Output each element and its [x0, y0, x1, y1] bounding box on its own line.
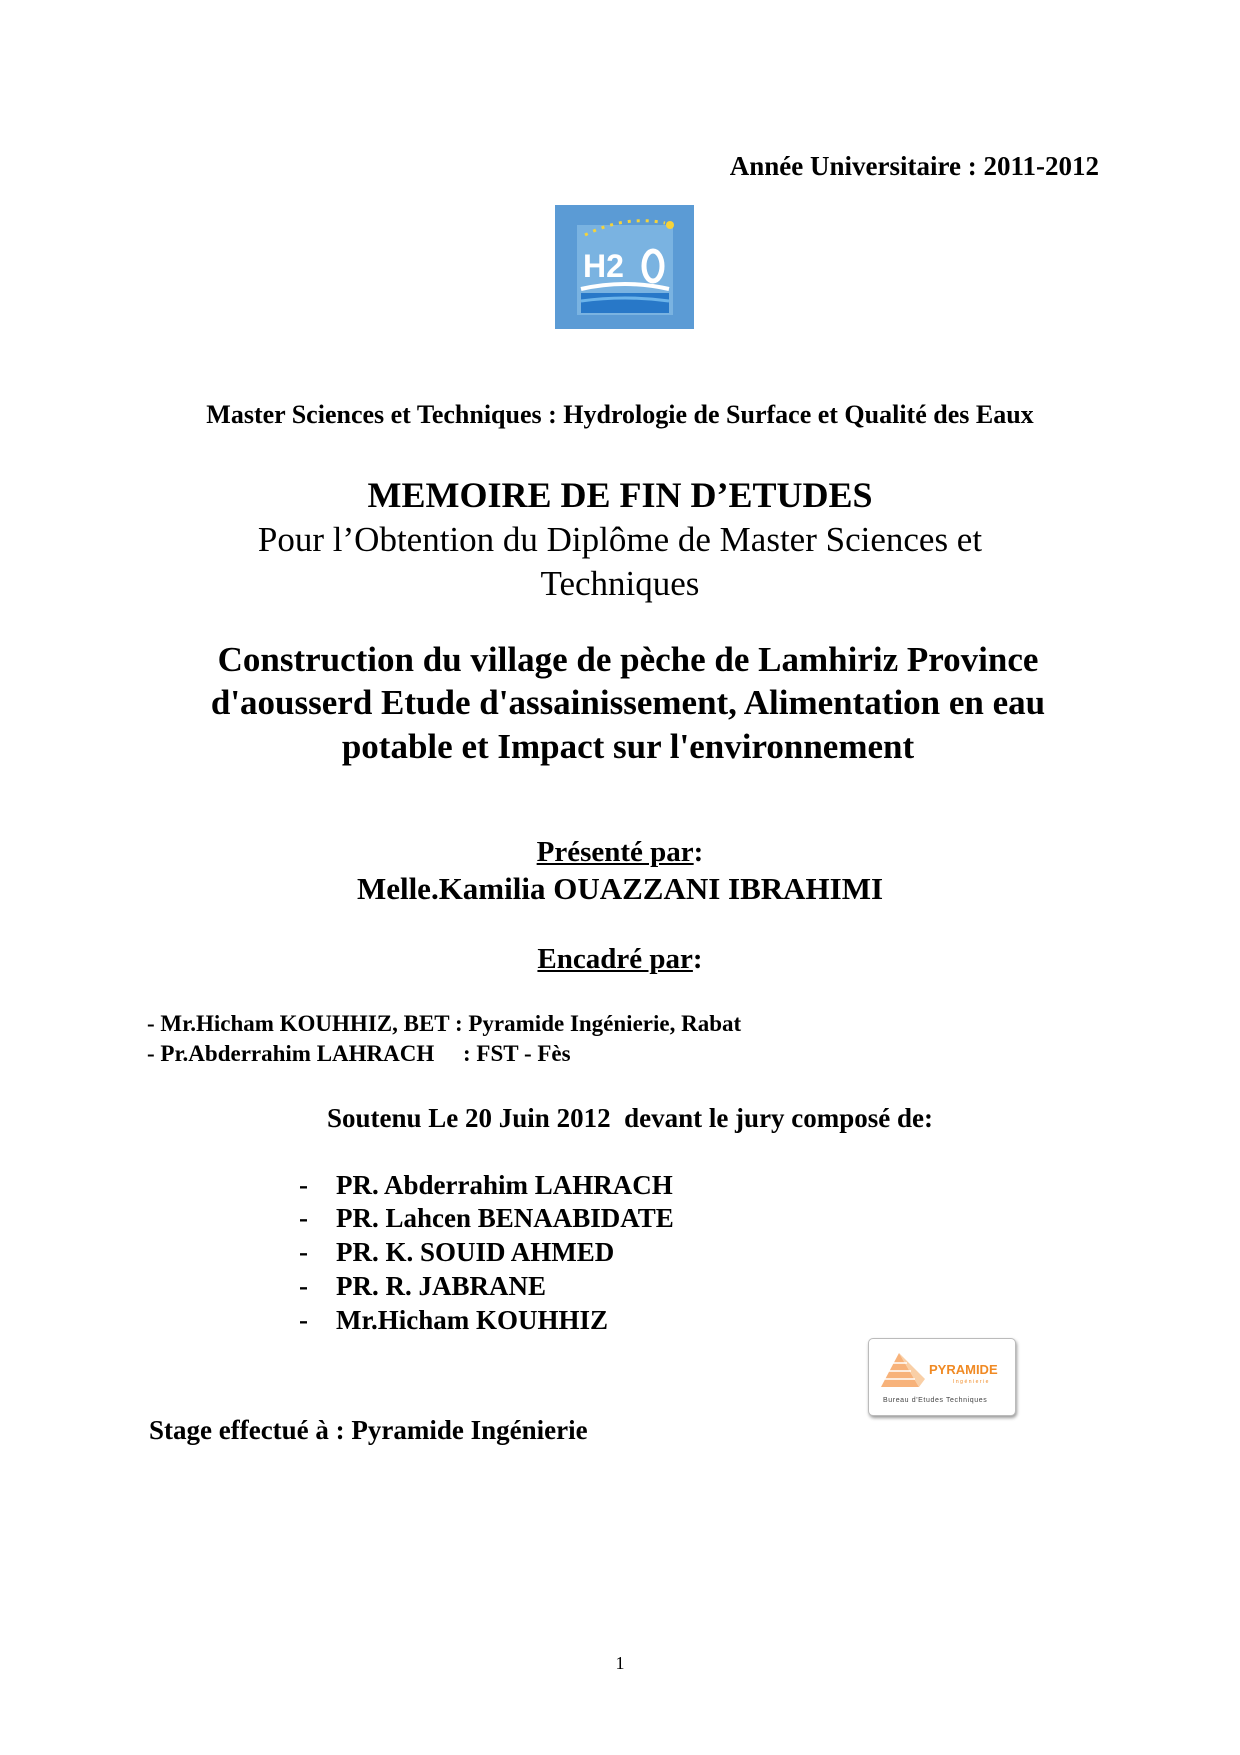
h2o-logo [555, 205, 694, 329]
jury-member: PR. R. JABRANE [336, 1271, 547, 1301]
pyramide-logo-name: PYRAMIDE [929, 1362, 998, 1377]
jury-member: PR. K. SOUID AHMED [336, 1237, 615, 1267]
pyramide-logo-sub: Ingénierie [953, 1379, 990, 1385]
supervisor-2: - Pr.Abderrahim LAHRACH : FST - Fès [147, 1041, 571, 1066]
memoire-title: MEMOIRE DE FIN D’ETUDES [367, 475, 873, 515]
jury-bullet: - [299, 1305, 308, 1335]
defense-info: Soutenu Le 20 Juin 2012 devant le jury composé de: [327, 1103, 934, 1133]
jury-member: PR. Abderrahim LAHRACH [336, 1170, 673, 1200]
presented-colon: : [693, 836, 704, 868]
memoire-subtitle-line2: Techniques [540, 564, 700, 603]
jury-bullet: - [299, 1237, 308, 1267]
author-name: Melle.Kamilia OUAZZANI IBRAHIMI [356, 871, 884, 906]
pyramide-logo [868, 1338, 1016, 1416]
jury-member: PR. Lahcen BENAABIDATE [336, 1203, 674, 1233]
presented-label [0, 838, 1240, 867]
thesis-title-line2: d'aousserd Etude d'assainissement, Alimentation en eau [210, 683, 1046, 722]
memoire-subtitle-line1: Pour l’Obtention du Diplôme de Master Sciences et [257, 520, 983, 559]
academic-year: Année Universitaire : 2011-2012 [729, 151, 1099, 181]
svg-text:H2: H2 [583, 248, 624, 284]
presented-label-text: Présenté par [536, 836, 694, 868]
jury-bullet: - [299, 1203, 308, 1233]
thesis-title-line3: potable et Impact sur l'environnement [341, 727, 915, 766]
master-program: Master Sciences et Techniques : Hydrologie de Surface et Qualité des Eaux [206, 400, 1034, 429]
supervisor-1: - Mr.Hicham KOUHHIZ, BET : Pyramide Ingénierie, Rabat [147, 1011, 742, 1036]
supervised-colon: : [692, 943, 703, 975]
jury-bullet: - [299, 1271, 308, 1301]
jury-bullet: - [299, 1170, 308, 1200]
page-number: 1 [615, 1653, 625, 1673]
jury-member: Mr.Hicham KOUHHIZ [336, 1305, 609, 1335]
pyramide-logo-tagline: Bureau d'Etudes Techniques [883, 1397, 988, 1404]
supervised-label-text: Encadré par [537, 943, 693, 975]
internship-info: Stage effectué à : Pyramide Ingénierie [149, 1415, 588, 1445]
supervised-label [0, 945, 1240, 974]
thesis-title-line1: Construction du village de pèche de Lamhiriz Province [217, 640, 1039, 679]
